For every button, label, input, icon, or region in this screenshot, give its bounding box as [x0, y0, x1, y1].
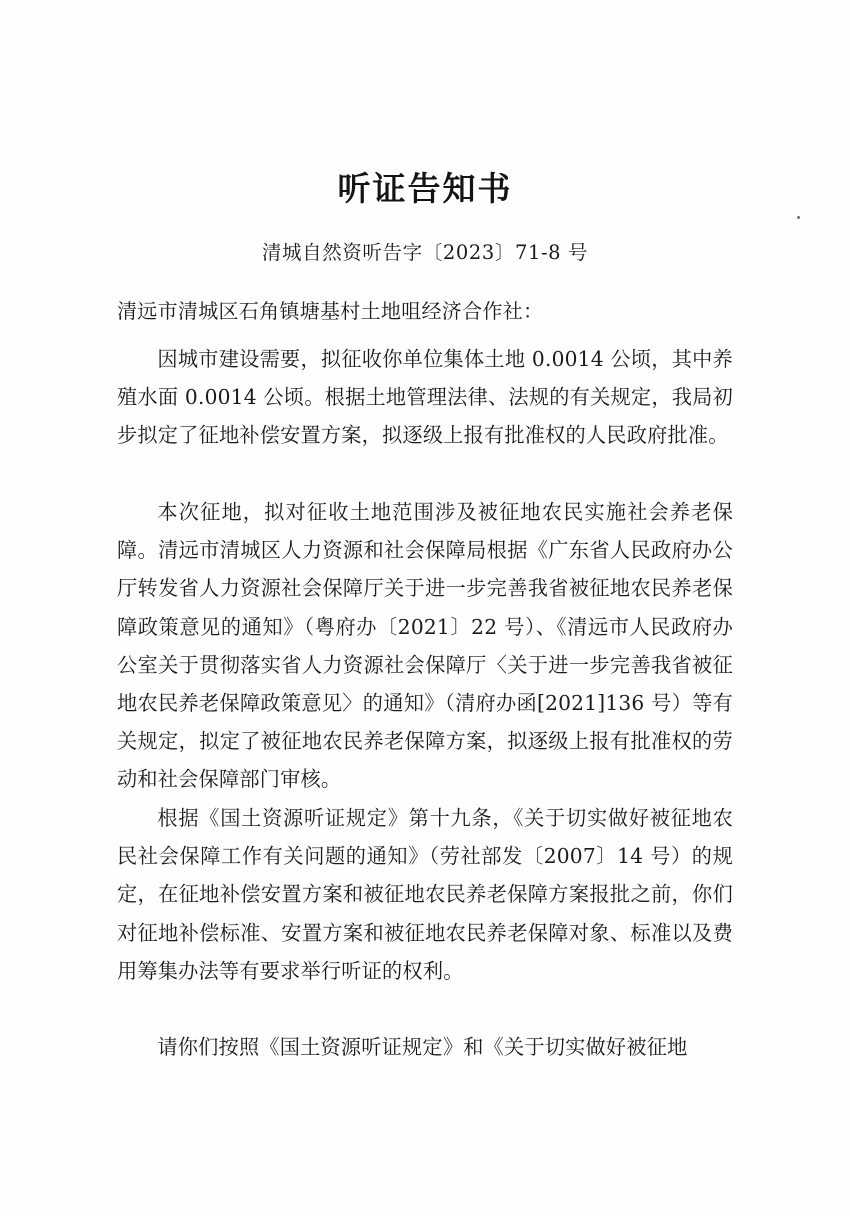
document-number: 清城自然资听告字〔2023〕71-8 号	[261, 241, 589, 264]
paragraph-2: 本次征地，拟对征收土地范围涉及被征地农民实施社会养老保障。清远市清城区人力资源和社会保障局根据《广东省人民政府办公厅转发省人力资源社会保障厅关于进一步完善我省被征地农民养老保障政策意见的通知》（粤府办〔2021〕22 号）、《清远市人民政府办公室关于贯彻落实省人力资源社会保障厅〈关于进一步完善我省被征地农民养老保障政策意见〉的通知》（清府办函[2021]136 号）等有关规定，拟定了被征地农民养老保障方案，拟逐级上报有批准权的劳动和社会保障部门审核。	[117, 500, 733, 792]
recipient-line: 清远市清城区石角镇塘基村土地咀经济合作社：	[117, 299, 544, 323]
paragraph-1: 因城市建设需要，拟征收你单位集体土地 0.0014 公顷，其中养殖水面 0.0014 公顷。根据土地管理法律、法规的有关规定，我局初步拟定了征地补偿安置方案，拟逐级上报有批准权的人民政府批准。	[117, 347, 733, 448]
page-title: 听证告知书	[337, 169, 513, 208]
paragraph-4: 请你们按照《国土资源听证规定》和《关于切实做好被征地	[157, 1035, 688, 1059]
paragraph-3: 根据《国土资源听证规定》第十九条，《关于切实做好被征地农民社会保障工作有关问题的通知》（劳社部发〔2007〕14 号）的规定，在征地补偿安置方案和被征地农民养老保障方案报批之前，你们对征地补偿标准、安置方案和被征地农民养老保障对象、标准以及费用筹集办法等有要求举行听证的权利。	[117, 806, 733, 983]
scan-artifact-speck	[797, 216, 800, 219]
